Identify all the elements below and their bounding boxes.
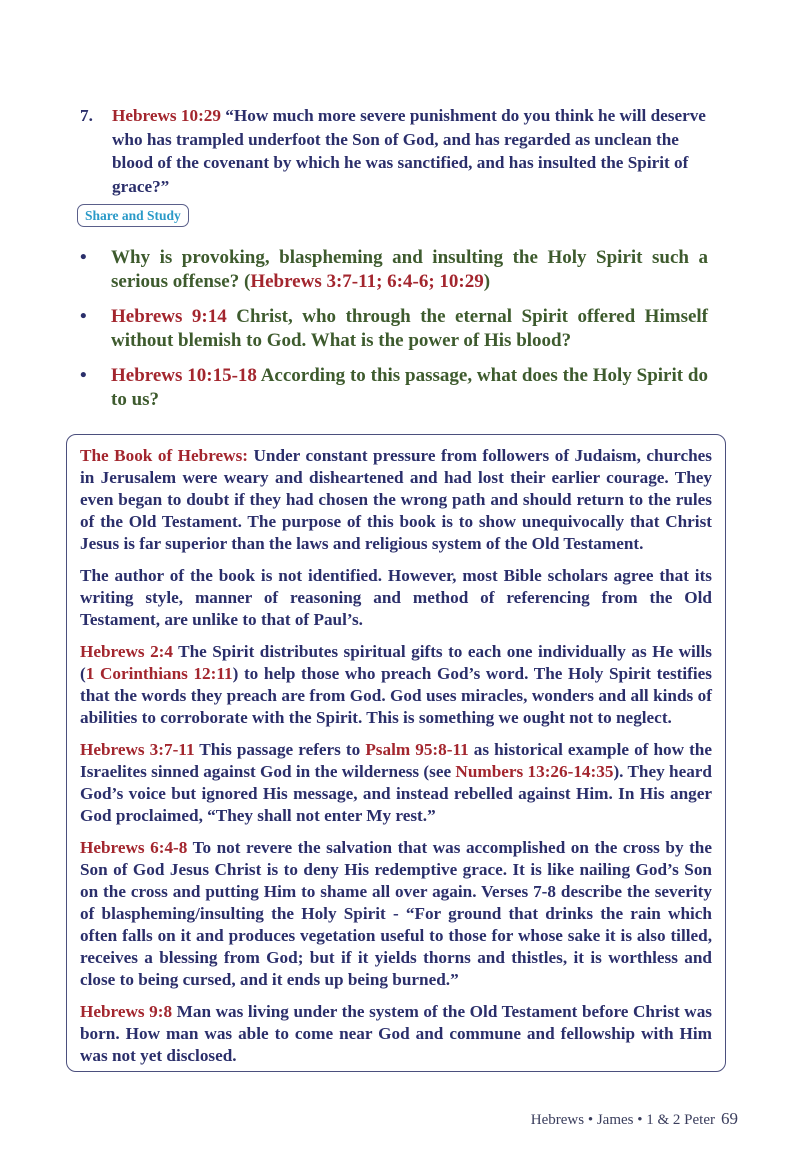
paragraph-text: Man was living under the system of the Old Testament before Christ was born. How man was able to come near God and commune and fellowship with Him was not yet disclosed. xyxy=(80,1002,712,1065)
list-item xyxy=(80,246,708,294)
paragraph-text: This passage refers to xyxy=(194,740,366,759)
scripture-ref: The Book of Hebrews: xyxy=(80,446,249,465)
commentary-paragraph xyxy=(80,1001,712,1067)
paragraph-text: To not revere the salvation that was accomplished on the cross by the Son of God Jesus Christ is to deny His redemptive grace. It is like nailing God’s Son on the cross and putting Him to shame all over again. Verses 7-8 describe the severity of blaspheming/insulting the Holy Spirit - “For ground that drinks the rain which often falls on it and produces vegetation useful to those for whose sake it is also tilled, receives a blessing from God; but if it yields thorns and thistles, it is worthless and close to being cursed, and it ends up being burned.” xyxy=(80,838,712,989)
question-text: Christ, who through the eternal Spirit offered Himself without blemish to God. What is the power of His blood? xyxy=(111,306,708,351)
scripture-ref: Psalm 95:8-11 xyxy=(365,740,469,759)
commentary-paragraph xyxy=(80,445,712,555)
paragraph-text: Under constant pressure from followers of Judaism, churches in Jerusalem were weary and disheartened and had lost their earlier courage. They even began to doubt if they had chosen the wrong path and should return to the rules of the Old Testament. The purpose of this book is to show unequivocally that Christ Jesus is far superior than the laws and religious system of the Old Testament. xyxy=(80,446,712,553)
paragraph-text: The Spirit distributes spiritual gifts to each one individually as He wills ( xyxy=(80,642,713,683)
commentary-paragraph xyxy=(80,837,712,991)
scripture-ref: 1 Corinthians 12:11 xyxy=(85,664,233,683)
question-text-end: ) xyxy=(483,271,491,292)
study-questions-list xyxy=(80,246,708,423)
scripture-ref: Numbers 13:26-14:35 xyxy=(455,762,614,781)
running-title: Hebrews • James • 1 & 2 Peter xyxy=(530,1112,715,1128)
scripture-ref: Hebrews 2:4 xyxy=(80,642,173,661)
commentary-paragraph: The author of the book is not identified. However, most Bible scholars agree that its writing style, manner of reasoning and method of referencing from the Old Testament, are unlike to that of Paul’s. xyxy=(80,566,712,629)
scripture-ref: Hebrews 10:29 xyxy=(112,106,221,125)
paragraph-text: ). They heard God’s voice but ignored His message, and instead rebelled against Him. In His anger God proclaimed, “They shall not enter My rest.” xyxy=(80,762,712,825)
scripture-ref: Hebrews 3:7-11 xyxy=(80,740,195,759)
commentary-paragraph xyxy=(80,739,712,827)
bullet-icon: • xyxy=(80,306,87,327)
question-text: Why is provoking, blaspheming and insulting the Holy Spirit such a serious offense? ( xyxy=(111,247,708,292)
share-and-study-badge: Share and Study xyxy=(77,204,189,227)
scripture-ref: Hebrews 9:14 xyxy=(111,306,227,327)
page-number: 69 xyxy=(721,1109,738,1128)
scripture-ref: Hebrews 3:7-11; 6:4-6; 10:29 xyxy=(250,271,484,292)
scripture-ref: Hebrews 9:8 xyxy=(80,1002,173,1021)
bullet-icon: • xyxy=(80,247,87,268)
scripture-ref: Hebrews 6:4-8 xyxy=(80,838,188,857)
page-footer xyxy=(531,1109,738,1129)
question-text: According to this passage, what does the Holy Spirit do to us? xyxy=(111,365,709,410)
paragraph-text: ) to help those who preach God’s word. The Holy Spirit testifies that the words they preach are from God. God uses miracles, wonders and all kinds of abilities to corroborate with the Spirit. This is something we ought not to neglect. xyxy=(80,664,712,727)
question-7 xyxy=(80,104,720,198)
scripture-ref: Hebrews 10:15-18 xyxy=(111,365,257,386)
commentary-box xyxy=(66,434,726,1072)
bullet-icon: • xyxy=(80,365,87,386)
list-item xyxy=(80,305,708,353)
paragraph-text: as historical example of how the Israelites sinned against God in the wilderness (see xyxy=(80,740,712,781)
quote-text: “How much more severe punishment do you think he will deserve who has trampled underfoot the Son of God, and has regarded as unclean the blood of the covenant by which he was sanctified, and has insulted the Spirit of grace?” xyxy=(112,106,706,196)
question-text xyxy=(112,104,720,198)
commentary-paragraph xyxy=(80,641,712,729)
list-item xyxy=(80,364,708,412)
question-number: 7. xyxy=(80,106,93,125)
